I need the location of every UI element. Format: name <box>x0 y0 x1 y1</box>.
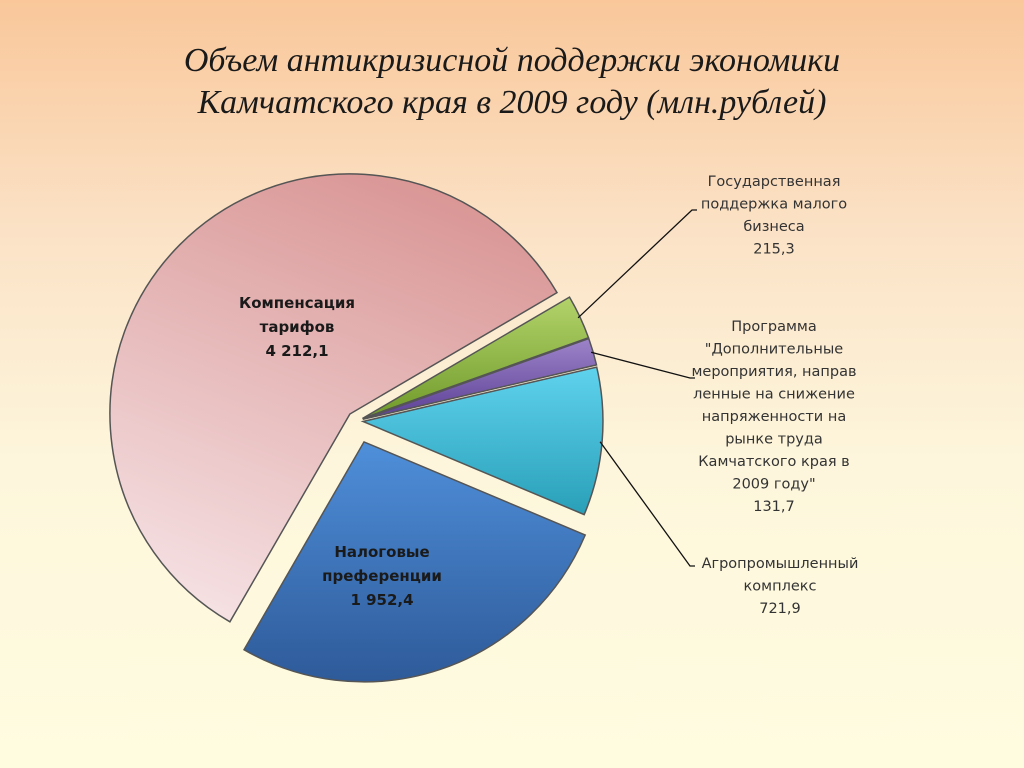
slice-2-label-line: напряженности на <box>701 409 847 425</box>
slice-1-label-line: поддержка малого <box>700 196 848 213</box>
slice-1-label-line: бизнеса <box>743 219 805 235</box>
slice-3-label-line: комплекс <box>743 578 817 595</box>
slice-3-label-line: Агропромышленный <box>701 556 859 572</box>
chart-title-line-2: Камчатского края в 2009 году (млн.рублей) <box>197 84 827 121</box>
slice-2-label <box>691 319 856 515</box>
chart-title-line-1: Объем антикризисной поддержки экономики <box>183 42 841 79</box>
slice-0-label-line: 4 212,1 <box>265 342 329 360</box>
slice-2-label-line: "Дополнительные <box>704 341 844 358</box>
slice-3-label <box>702 556 859 617</box>
slice-2-label-line: мероприятия, направ <box>691 364 857 380</box>
slice-2-leader-line <box>591 352 695 378</box>
slice-1-label-line: 215,3 <box>753 241 795 258</box>
slice-2-label-line: Камчатского края в <box>698 454 850 470</box>
slice-3-label-line: 721,9 <box>759 601 801 617</box>
slice-2-label-line: рынке труда <box>725 431 823 448</box>
slice-1-leader-line <box>578 210 697 318</box>
slice-2-label-line: 131,7 <box>753 499 795 515</box>
slice-1-label <box>701 174 847 258</box>
slice-4-label-line: 1 952,4 <box>350 591 414 609</box>
slice-1-label-line: Государственная <box>707 174 841 190</box>
slice-2-label-line: Программа <box>731 319 817 335</box>
slice-0-label-line: тарифов <box>259 318 335 336</box>
slice-4-label-line: Налоговые <box>334 543 430 561</box>
slice-4-label-line: преференции <box>322 567 442 585</box>
slice-3-leader-line <box>600 442 695 566</box>
slice-2-label-line: 2009 году" <box>732 476 816 493</box>
slice-2-label-line: ленные на снижение <box>693 386 855 403</box>
slice-0-label-line: Компенсация <box>238 294 356 312</box>
